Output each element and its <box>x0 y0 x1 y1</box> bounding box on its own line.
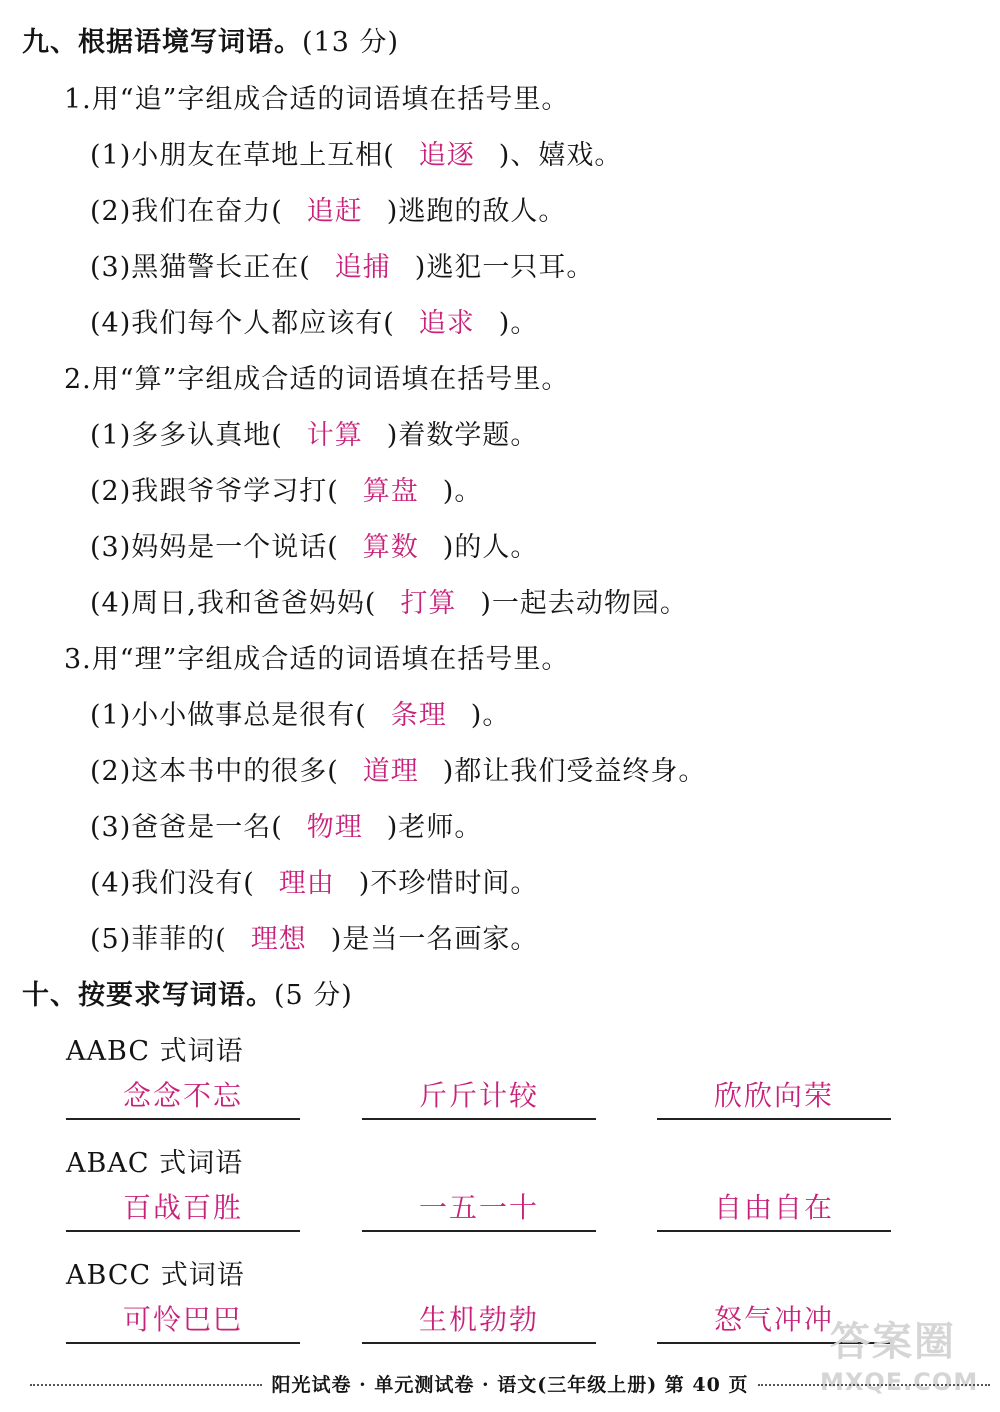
section-10-score: (5 分) <box>274 980 353 1011</box>
abac-label: ABAC 式词语 <box>66 1148 244 1179</box>
q3-item-3: (3)爸爸是一名( 物理 )老师。 <box>90 805 482 844</box>
answer-blank: 理想 <box>250 924 307 955</box>
section-10-title <box>22 973 353 1012</box>
q3-title: 3.用“理”字组成合适的词语填在括号里。 <box>64 644 570 675</box>
q3-item-1: (1)小小做事总是很有( 条理 )。 <box>90 693 510 732</box>
q1-item-4: (4)我们每个人都应该有( 追求 )。 <box>90 301 538 340</box>
answer-blank: 条理 <box>390 700 447 731</box>
q2-item-2: (2)我跟爷爷学习打( 算盘 )。 <box>90 469 482 508</box>
q2-item-1: (1)多多认真地( 计算 )着数学题。 <box>90 413 538 452</box>
answer-blank: 追捕 <box>334 252 391 283</box>
answer-blank: 追赶 <box>306 196 363 227</box>
answer-blank: 算数 <box>362 532 419 563</box>
aabc-answer-3: 欣欣向荣 <box>657 1074 891 1120</box>
section-9-title <box>22 20 399 59</box>
answer-blank: 追求 <box>418 308 475 339</box>
q1-item-1: (1)小朋友在草地上互相( 追逐 )、嬉戏。 <box>90 133 622 172</box>
aabc-answer-2: 斤斤计较 <box>362 1074 596 1120</box>
watermark-line-1: 答案圈 <box>830 1319 956 1365</box>
abac-answer-2: 一五一十 <box>362 1186 596 1232</box>
aabc-answer-1: 念念不忘 <box>66 1074 300 1120</box>
answer-blank: 算盘 <box>362 476 419 507</box>
footer-text: 阳光试卷 · 单元测试卷 · 语文(三年级上册) 第 40 页 <box>271 1373 749 1396</box>
abcc-label: ABCC 式词语 <box>66 1260 245 1291</box>
footer-dotted-rule-left <box>30 1384 262 1386</box>
answer-blank: 追逐 <box>418 140 475 171</box>
section-10-title-text: 十、按要求写词语。 <box>22 980 274 1011</box>
abac-answer-3: 自由自在 <box>657 1186 891 1232</box>
q1-title: 1.用“追”字组成合适的词语填在括号里。 <box>64 84 570 115</box>
q1-item-3: (3)黑猫警长正在( 追捕 )逃犯一只耳。 <box>90 245 594 284</box>
q3-item-2: (2)这本书中的很多( 道理 )都让我们受益终身。 <box>90 749 706 788</box>
aabc-label: AABC 式词语 <box>66 1036 244 1067</box>
page-footer <box>30 1368 990 1398</box>
footer-dotted-rule-right <box>758 1384 990 1386</box>
q2-item-4: (4)周日,我和爸爸妈妈( 打算 )一起去动物园。 <box>90 581 688 620</box>
q2-title: 2.用“算”字组成合适的词语填在括号里。 <box>64 364 570 395</box>
section-9-score: (13 分) <box>302 27 400 58</box>
answer-blank: 计算 <box>306 420 363 451</box>
abcc-answer-1: 可怜巴巴 <box>66 1298 300 1344</box>
abcc-answer-2: 生机勃勃 <box>362 1298 596 1344</box>
abcc-answer-3: 怒气冲冲 <box>657 1298 891 1344</box>
answer-blank: 道理 <box>362 756 419 787</box>
abac-answer-1: 百战百胜 <box>66 1186 300 1232</box>
answer-blank: 理由 <box>278 868 335 899</box>
section-9-title-text: 九、根据语境写词语。 <box>22 27 302 58</box>
answer-blank: 打算 <box>400 588 457 619</box>
watermark-line-2: MXQE.COM <box>820 1368 979 1396</box>
q3-item-4: (4)我们没有( 理由 )不珍惜时间。 <box>90 861 538 900</box>
q3-item-5: (5)菲菲的( 理想 )是当一名画家。 <box>90 917 538 956</box>
q2-item-3: (3)妈妈是一个说话( 算数 )的人。 <box>90 525 538 564</box>
answer-blank: 物理 <box>306 812 363 843</box>
q1-item-2: (2)我们在奋力( 追赶 )逃跑的敌人。 <box>90 189 566 228</box>
